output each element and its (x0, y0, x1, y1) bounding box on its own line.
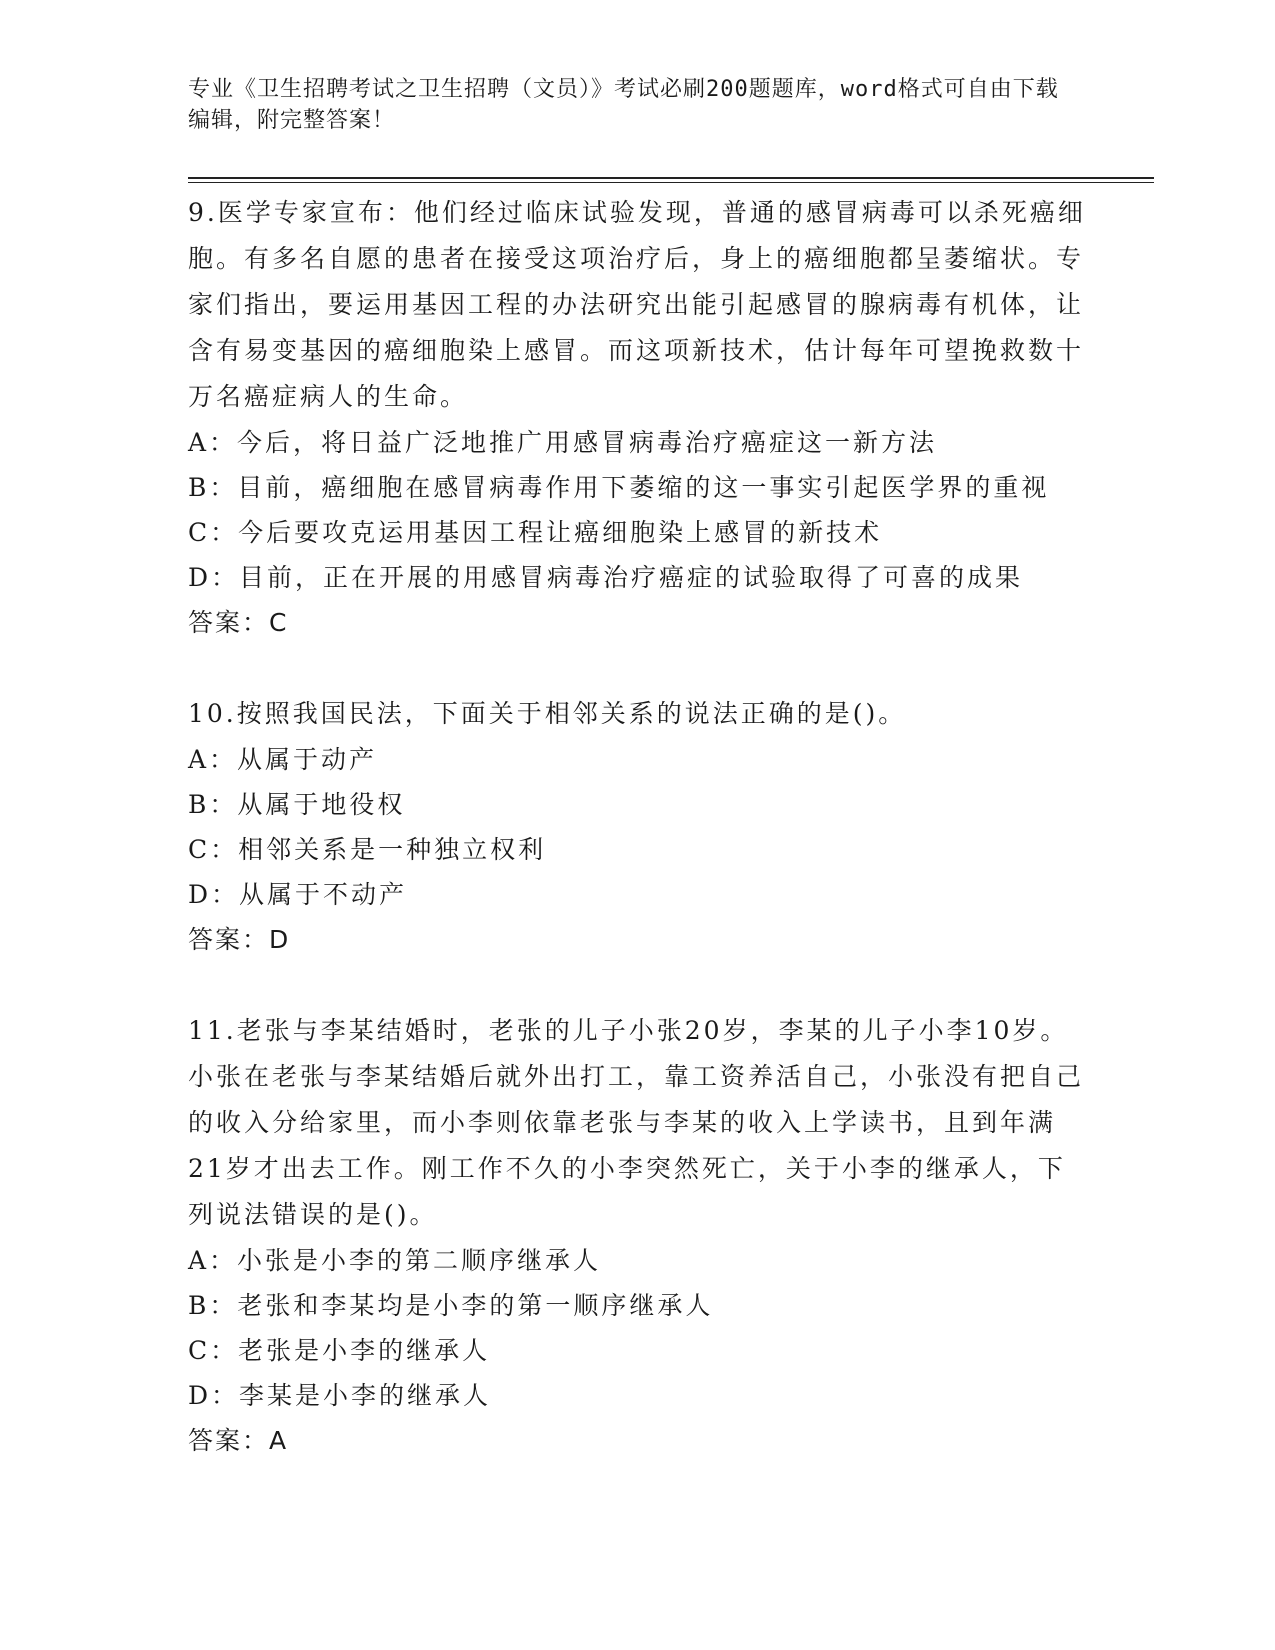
answer: 答案：C (188, 608, 289, 637)
option-d: D：从属于不动产 (188, 880, 408, 909)
question-11 (188, 1008, 1088, 1464)
question-list (188, 190, 1088, 1464)
question-9 (188, 190, 1088, 646)
question-stem: 10.按照我国民法，下面关于相邻关系的说法正确的是()。 (188, 699, 907, 728)
option-a: A：小张是小李的第二顺序继承人 (188, 1246, 602, 1275)
option-c: C：相邻关系是一种独立权利 (188, 835, 547, 864)
header-rule-thick (188, 177, 1154, 179)
answer: 答案：A (188, 1426, 289, 1455)
option-c: C：今后要攻克运用基因工程让癌细胞染上感冒的新技术 (188, 518, 883, 547)
question-10 (188, 691, 1088, 963)
answer: 答案：D (188, 925, 291, 954)
option-a: A：从属于动产 (188, 745, 378, 774)
option-b: B：从属于地役权 (188, 790, 406, 819)
question-stem: 9.医学专家宣布：他们经过临床试验发现，普通的感冒病毒可以杀死癌细胞。有多名自愿的患者在接受这项治疗后，身上的癌细胞都呈萎缩状。专家们指出，要运用基因工程的办法研究出能引起感冒的腺病毒有机体，让含有易变基因的癌细胞染上感冒。而这项新技术，估计每年可望挽救数十万名癌症病人的生命。 (188, 198, 1086, 411)
option-b: B：目前，癌细胞在感冒病毒作用下萎缩的这一事实引起医学界的重视 (188, 473, 1050, 502)
option-c: C：老张是小李的继承人 (188, 1336, 491, 1365)
document-header: 专业《卫生招聘考试之卫生招聘（文员）》考试必刷200题题库，word格式可自由下载编辑，附完整答案！ (188, 77, 1059, 133)
header-rule-thin (188, 182, 1154, 183)
option-d: D：李某是小李的继承人 (188, 1381, 492, 1410)
question-stem: 11.老张与李某结婚时，老张的儿子小张20岁，李某的儿子小李10岁。小张在老张与李某结婚后就外出打工，靠工资养活自己，小张没有把自己的收入分给家里，而小李则依靠老张与李某的收入上学读书，且到年满21岁才出去工作。刚工作不久的小李突然死亡，关于小李的继承人，下列说法错误的是()。 (188, 1016, 1085, 1229)
option-a: A：今后，将日益广泛地推广用感冒病毒治疗癌症这一新方法 (188, 428, 938, 457)
option-d: D：目前，正在开展的用感冒病毒治疗癌症的试验取得了可喜的成果 (188, 563, 1024, 592)
option-b: B：老张和李某均是小李的第一顺序继承人 (188, 1291, 714, 1320)
